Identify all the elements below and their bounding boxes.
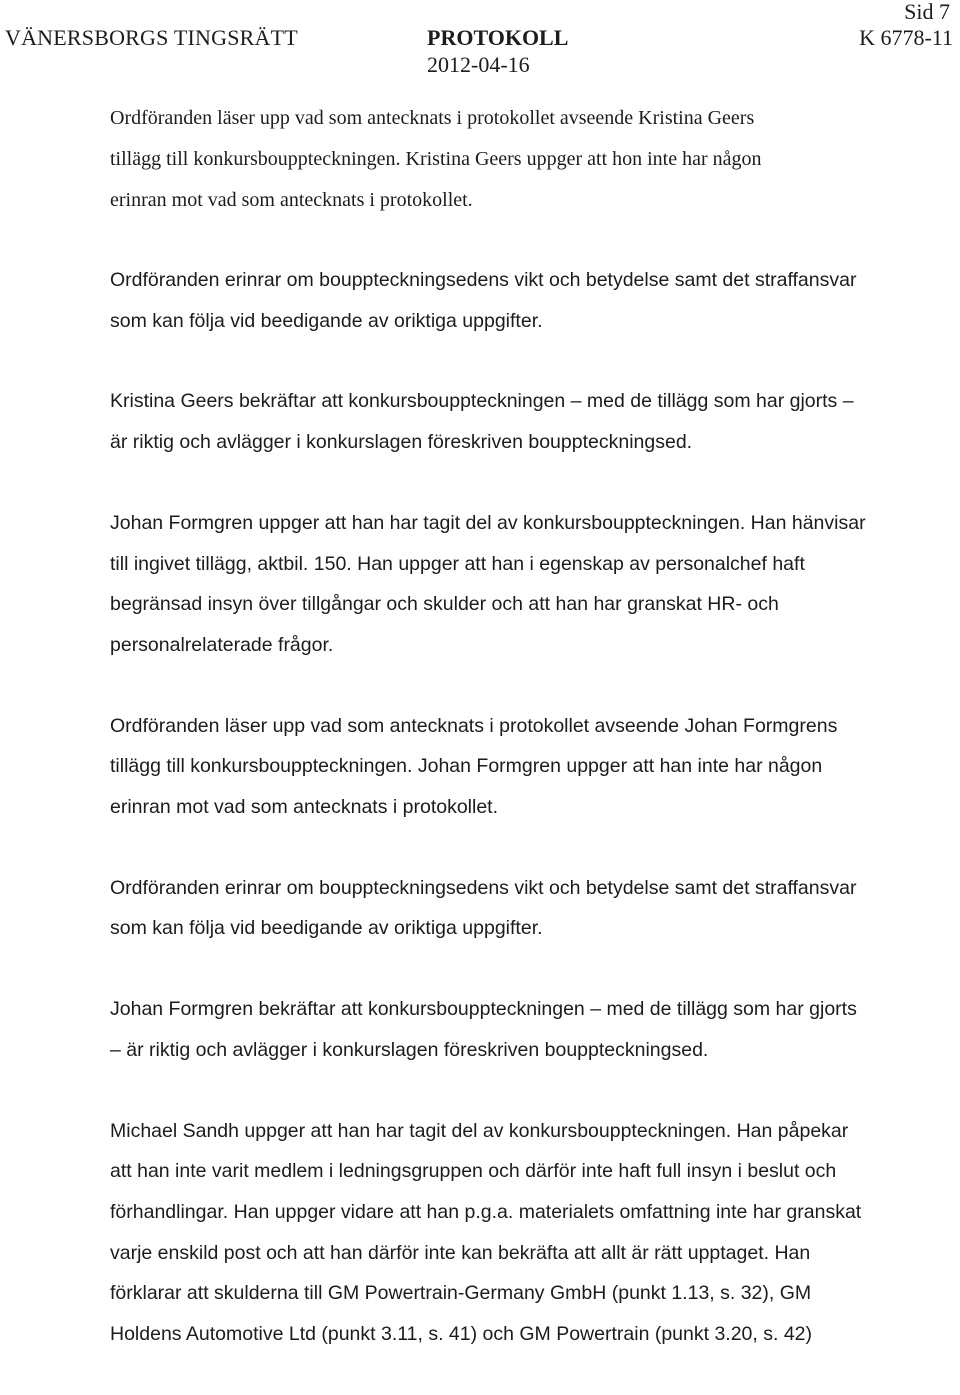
document-header <box>0 26 960 52</box>
paragraph-line: Ordföranden läser upp vad som antecknats i protokollet avseende Kristina Geers <box>110 107 755 129</box>
paragraph-line: förklarar att skulderna till GM Powertrain-Germany GmbH (punkt 1.13, s. 32), GM <box>110 1282 812 1305</box>
paragraph-line: tillägg till konkursbouppteckningen. Johan Formgren uppger att han inte har någon <box>110 755 823 778</box>
paragraph-8 <box>110 1111 935 1355</box>
document-body <box>110 98 935 1395</box>
paragraph-line: erinran mot vad som antecknats i protokollet. <box>110 796 499 819</box>
paragraph-line: Michael Sandh uppger att han har tagit del av konkursbouppteckningen. Han påpekar <box>110 1119 849 1142</box>
paragraph-line: Johan Formgren uppger att han har tagit del av konkursbouppteckningen. Han hänvisar <box>110 511 866 534</box>
paragraph-3 <box>110 381 935 462</box>
paragraph-4 <box>110 503 935 666</box>
paragraph-line: begränsad insyn över tillgångar och skulder och att han har granskat HR- och <box>110 593 779 616</box>
paragraph-line: erinran mot vad som antecknats i protokollet. <box>110 189 473 211</box>
paragraph-line: Johan Formgren bekräftar att konkursbouppteckningen – med de tillägg som har gjorts <box>110 998 857 1021</box>
paragraph-line: Holdens Automotive Ltd (punkt 3.11, s. 41) och GM Powertrain (punkt 3.20, s. 42) <box>110 1323 812 1346</box>
paragraph-line: Kristina Geers bekräftar att konkursbouppteckningen – med de tillägg som har gjorts – <box>110 390 854 413</box>
paragraph-line: varje enskild post och att han därför inte kan bekräfta att allt är rätt upptaget. Han <box>110 1241 811 1264</box>
paragraph-line: Ordföranden läser upp vad som antecknats i protokollet avseende Johan Formgrens <box>110 714 838 737</box>
paragraph-5 <box>110 706 935 828</box>
paragraph-line: personalrelaterade frågor. <box>110 633 334 656</box>
page-number: Sid 7 <box>904 0 950 24</box>
paragraph-line: förhandlingar. Han uppger vidare att han p.g.a. materialets omfattning inte har granskat <box>110 1200 862 1223</box>
paragraph-7 <box>110 989 935 1070</box>
paragraph-line: är riktig och avlägger i konkurslagen föreskriven bouppteckningsed. <box>110 431 693 454</box>
paragraph-line: tillägg till konkursbouppteckningen. Kristina Geers uppger att hon inte har någon <box>110 148 762 170</box>
paragraph-6 <box>110 868 935 949</box>
paragraph-line: som kan följa vid beedigande av oriktiga uppgifter. <box>110 917 543 940</box>
paragraph-line: som kan följa vid beedigande av oriktiga uppgifter. <box>110 309 543 332</box>
paragraph-line: Ordföranden erinrar om bouppteckningsedens vikt och betydelse samt det straffansvar <box>110 876 857 899</box>
paragraph-line: till ingivet tillägg, aktbil. 150. Han uppger att han i egenskap av personalchef haft <box>110 552 805 575</box>
document-date: 2012-04-16 <box>427 52 530 77</box>
case-number: K 6778-11 <box>859 25 953 50</box>
paragraph-line: – är riktig och avlägger i konkurslagen föreskriven bouppteckningsed. <box>110 1038 709 1061</box>
paragraph-1 <box>110 98 935 221</box>
paragraph-2 <box>110 260 935 341</box>
paragraph-line: att han inte varit medlem i ledningsgruppen och därför inte haft full insyn i beslut och <box>110 1160 837 1183</box>
paragraph-line: Ordföranden erinrar om bouppteckningsedens vikt och betydelse samt det straffansvar <box>110 269 857 291</box>
document-type: PROTOKOLL <box>427 25 569 50</box>
court-name: VÄNERSBORGS TINGSRÄTT <box>5 25 298 50</box>
